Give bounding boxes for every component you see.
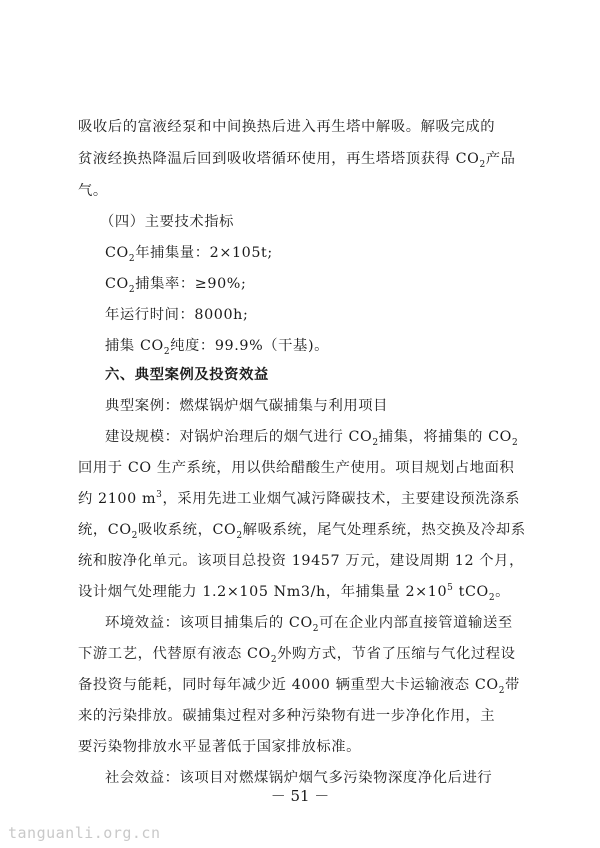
body-text-line: 吸收后的富液经泵和中间换热后进入再生塔中解吸。解吸完成的 — [78, 119, 496, 135]
indicator-item: $CO_2$年捕集量：2×105t; — [105, 245, 273, 264]
body-text-line: 要污染物排放水平显著低于国家排放标准。 — [78, 739, 362, 755]
case-title: 典型案例：燃煤锅炉烟气碳捕集与利用项目 — [105, 398, 389, 414]
body-text-line: 来的污染排放。碳捕集过程对多种污染物有进一步净化作用，主 — [78, 708, 496, 724]
body-text-line: 统和胺净化单元。该项目总投资 19457 万元，建设周期 12 个月， — [78, 553, 524, 569]
section-heading-6: 六、典型案例及投资效益 — [105, 367, 269, 383]
indicator-item: $CO_2$捕集率：≥90%; — [105, 276, 247, 295]
body-text-line: 备投资与能耗，同时每年减少近 4000 辆重型大卡运输液态 $CO_2$带 — [78, 677, 520, 696]
section-heading-4: （四）主要技术指标 — [100, 214, 235, 230]
body-text-line: 统，$CO_2$吸收系统，$CO_2$解吸系统，尾气处理系统，热交换及冷却系 — [78, 522, 526, 541]
body-text-line: 设计烟气处理能力 1.2×105 Nm3/h，年捕集量 $2\times 10^5$ tCO$_2$。 — [78, 583, 511, 603]
body-text-line: 气。 — [78, 183, 108, 199]
body-text-line: 下游工艺，代替原有液态 $CO_2$外购方式，节省了压缩与气化过程设 — [78, 646, 516, 665]
body-text-line: 建设规模：对锅炉治理后的烟气进行 $CO_2$捕集，将捕集的 $CO_2$ — [105, 429, 519, 448]
body-text-line: 贫液经换热降温后回到吸收塔循环使用，再生塔塔顶获得 $CO_2$产品 — [78, 151, 516, 170]
body-text-line: 社会效益：该项目对燃煤锅炉烟气多污染物深度净化后进行 — [105, 770, 493, 786]
body-text-line: 环境效益：该项目捕集后的 $CO_2$可在企业内部直接管道输送至 — [105, 615, 513, 634]
page-number: － 51 － — [270, 787, 330, 805]
indicator-item: 年运行时间：8000h; — [105, 307, 249, 323]
watermark: tanguanli.org.cn — [8, 824, 161, 842]
body-text-line: 回用于 CO 生产系统，用以供给醋酸生产使用。项目规划占地面积 — [78, 460, 515, 476]
indicator-item: 捕集 $CO_2$纯度：99.9%（干基)。 — [105, 338, 330, 357]
body-text-line: 约 2100 $m^3$，采用先进工业烟气减污降碳技术，主要建设预洗涤系 — [78, 490, 520, 507]
